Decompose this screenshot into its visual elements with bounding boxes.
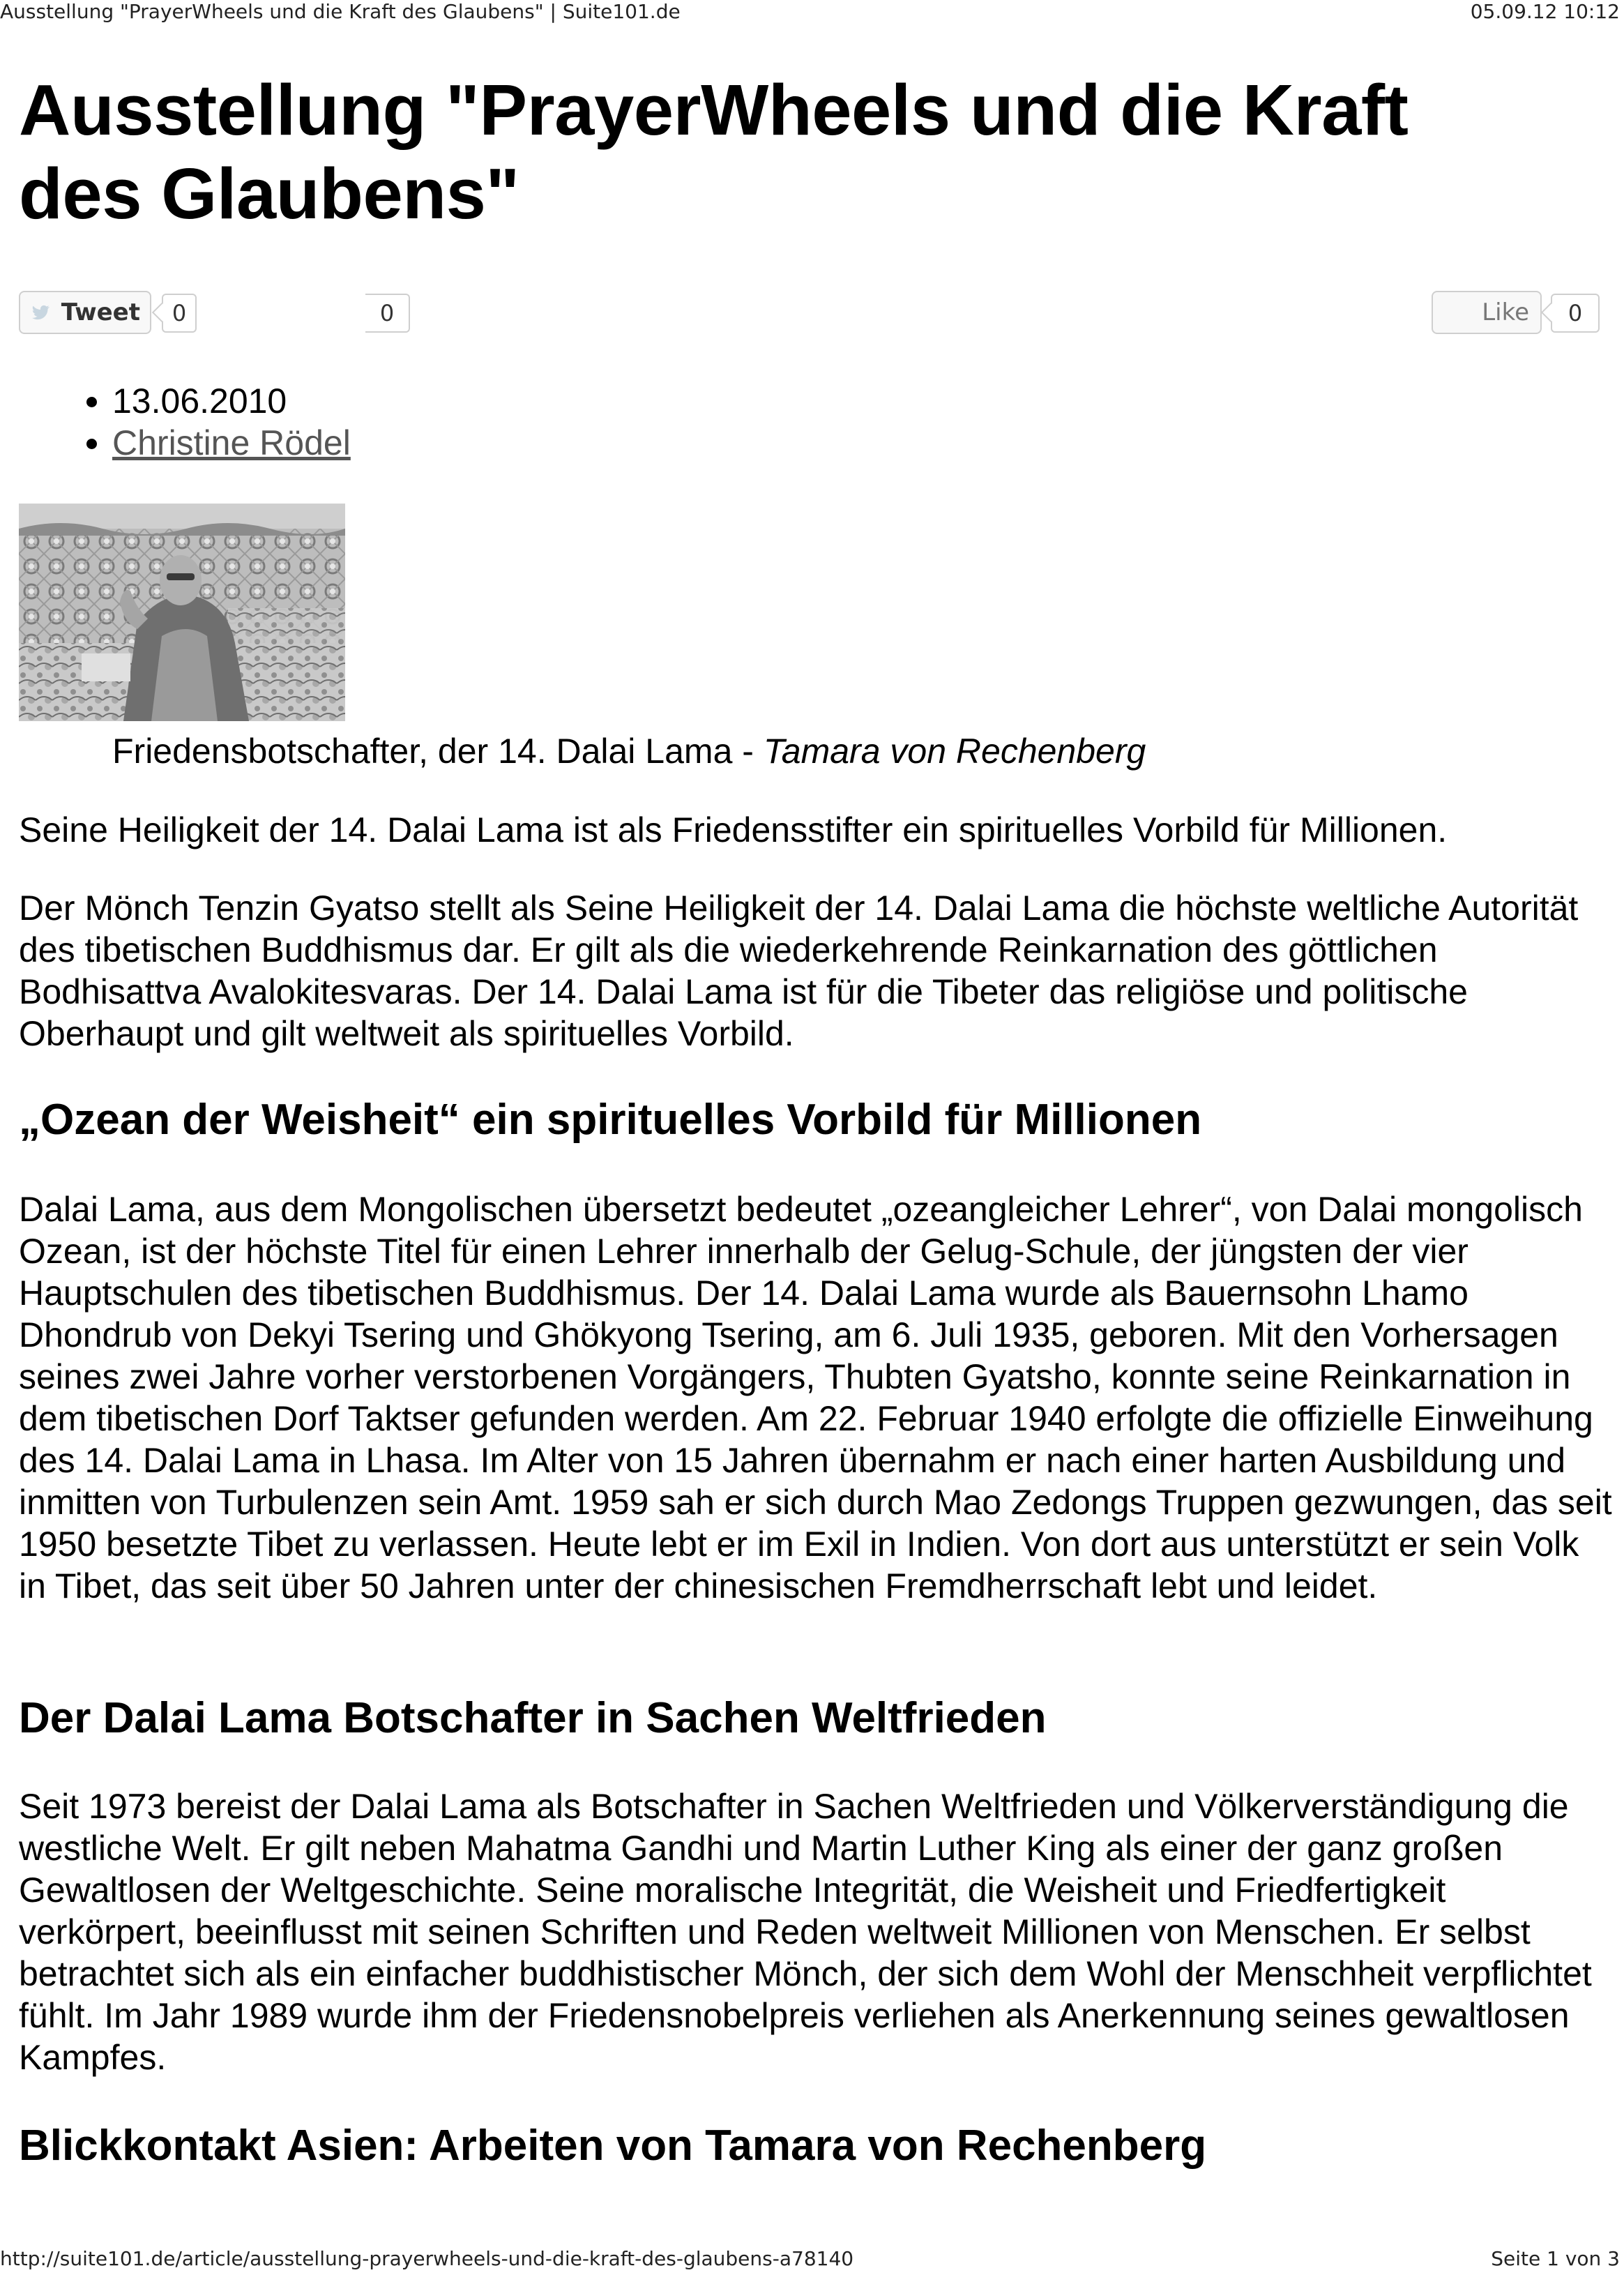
like-label: Like: [1482, 298, 1529, 326]
print-footer-url: http://suite101.de/article/ausstellung-prayerwheels-und-die-kraft-des-glaubens-a78140: [0, 2247, 854, 2270]
section-heading: Blickkontakt Asien: Arbeiten von Tamara von Rechenberg: [19, 2122, 1207, 2170]
caption-text: Friedensbotschafter, der 14. Dalai Lama -: [112, 732, 764, 771]
intro-paragraph: Der Mönch Tenzin Gyatso stellt als Seine Heiligkeit der 14. Dalai Lama die höchste weltliche Autorität des tibetischen Buddhismus dar. Er gilt als die wiederkehrende Reinkarnation des göttlichen Bodhisattva Avalokitesvaras. Der 14. Dalai Lama ist für die Tibeter das religiöse und politische Oberhaupt und gilt weltweit als spirituelles Vorbild.: [19, 889, 1579, 1053]
print-footer-page: Seite 1 von 3: [1491, 2247, 1620, 2270]
page-title: Ausstellung "PrayerWheels und die Kraft des Glaubens": [19, 70, 1409, 234]
print-header-title: Ausstellung "PrayerWheels und die Kraft des Glaubens" | Suite101.de: [0, 0, 681, 23]
publish-date: • 13.06.2010: [112, 380, 351, 422]
print-footer: [0, 2247, 1624, 2275]
photo-caption: [112, 730, 1146, 772]
author-link[interactable]: Christine Rödel: [112, 423, 351, 462]
like-count: 0: [1551, 294, 1600, 333]
section-paragraph: Dalai Lama, aus dem Mongolischen übersetzt bedeutet „ozeangleicher Lehrer“, von Dalai mongolisch Ozean, ist der höchste Titel für einen Lehrer innerhalb der Gelug-Schule, der jüngsten der vier Hauptschulen des tibetischen Buddhismus. Der 14. Dalai Lama wurde als Bauernsohn Lhamo Dhondrub von Dekyi Tsering und Ghökyong Tsering, am 6. Juli 1935, geboren. Mit den Vorhersagen seines zwei Jahre vorher verstorbenen Vorgängers, Thubten Gyatsho, konnte seine Reinkarnation in dem tibetischen Dorf Taktser gefunden werden. Am 22. Februar 1940 erfolgte die offizielle Einweihung des 14. Dalai Lama in Lhasa. Im Alter von 15 Jahren übernahm er nach einer harten Ausbildung und inmitten von Turbulenzen sein Amt. 1959 sah er sich durch Mao Zedongs Truppen gezwungen, das seit 1950 besetzte Tibet zu verlassen. Heute lebt er im Exil in Indien. Von dort aus unterstützt er sein Volk in Tibet, das seit über 50 Jahren unter der chinesischen Fremdherrschaft lebt und leidet.: [19, 1190, 1612, 1605]
share-count: 0: [365, 294, 410, 333]
section-heading: Der Dalai Lama Botschafter in Sachen Weltfrieden: [19, 1694, 1047, 1742]
print-header: [0, 0, 1624, 28]
article-meta: [19, 380, 351, 464]
print-header-datetime: 05.09.12 10:12: [1470, 0, 1620, 23]
photo-image: [19, 504, 345, 721]
article-photo: [19, 504, 345, 721]
tweet-label: Tweet: [61, 298, 140, 326]
section-heading: „Ozean der Weisheit“ ein spirituelles Vorbild für Millionen: [19, 1096, 1202, 1144]
author-item: [112, 422, 351, 464]
section-paragraph: Seit 1973 bereist der Dalai Lama als Botschafter in Sachen Weltfrieden und Völkerverständigung die westliche Welt. Er gilt neben Mahatma Gandhi und Martin Luther King als einer der ganz großen Gewaltlosen der Weltgeschichte. Seine moralische Integrität, die Weisheit und Friedfertigkeit verkörpert, beeinflusst mit seinen Schriften und Reden weltweit Millionen von Menschen. Er selbst betrachtet sich als ein einfacher buddhistischer Mönch, der sich dem Wohl der Menschheit verpflichtet fühlt. Im Jahr 1989 wurde ihm der Friedensnobelpreis verliehen als Anerkennung seines gewaltlosen Kampfes.: [19, 1787, 1592, 2077]
lead-paragraph: Seine Heiligkeit der 14. Dalai Lama ist als Friedensstifter ein spirituelles Vorbild für Millionen.: [19, 810, 1448, 849]
like-button[interactable]: [1432, 291, 1542, 334]
twitter-bird-icon: [30, 302, 51, 323]
tweet-count: 0: [162, 294, 197, 333]
caption-credit: Tamara von Rechenberg: [763, 732, 1146, 771]
tweet-button[interactable]: [19, 291, 151, 334]
